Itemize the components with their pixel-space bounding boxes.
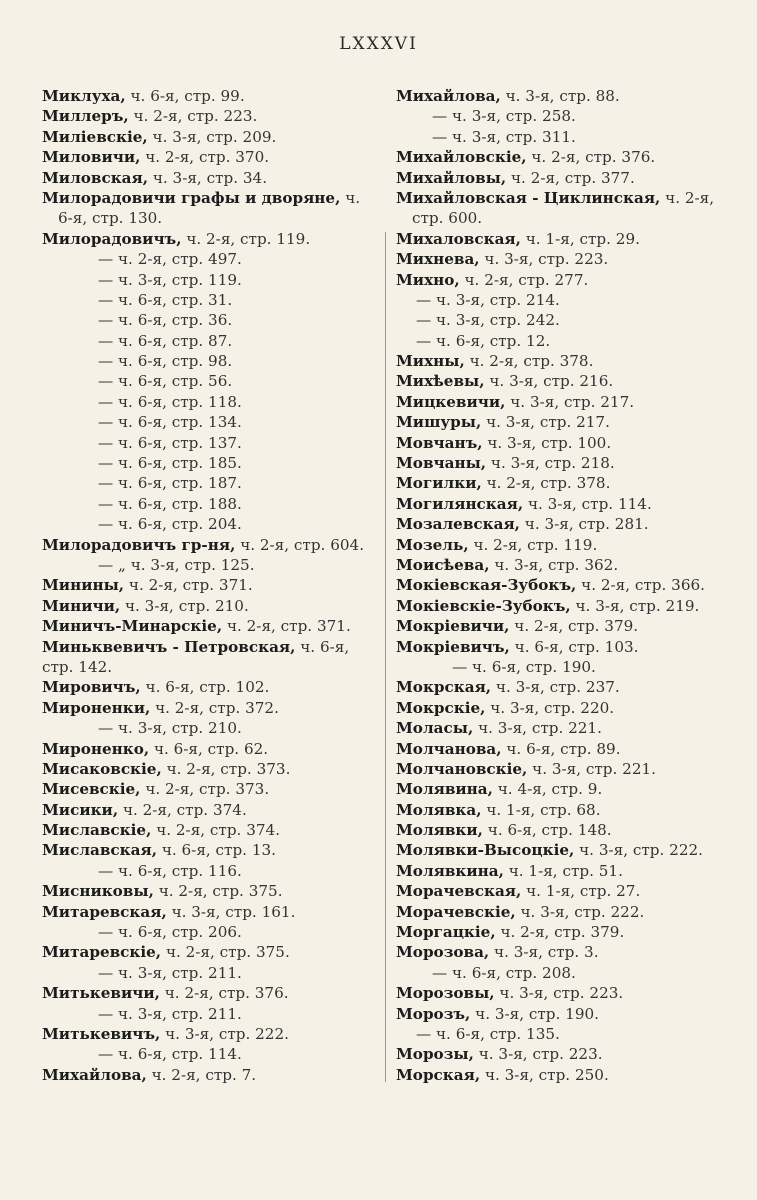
entry-reference: ч. 3-я, стр. 222.: [165, 1024, 289, 1043]
entry-reference: — ч. 3-я, стр. 214.: [416, 290, 560, 309]
index-entry: [396, 412, 726, 432]
entry-reference: ч. 2-я, стр. 372.: [155, 698, 279, 717]
index-column-left: [42, 86, 382, 1085]
index-entry: [42, 820, 382, 840]
index-entry: [42, 371, 382, 391]
index-entry: [42, 983, 382, 1003]
entry-reference: ч. 2-я, стр. 371.: [128, 576, 253, 595]
entry-reference: ч. 3-я, стр. 362.: [494, 555, 619, 574]
entry-reference: ч. 1-я, стр. 29.: [525, 229, 640, 248]
entry-reference: — ч. 6-я, стр. 114.: [98, 1045, 242, 1064]
entry-reference: ч. 6-я,: [300, 637, 350, 656]
index-entry: [42, 473, 382, 493]
entry-reference: ч. 1-я, стр. 27.: [526, 882, 641, 901]
index-entry: [396, 820, 726, 840]
index-entry: [42, 922, 382, 942]
entry-reference: — ч. 3-я, стр. 211.: [98, 963, 242, 982]
entry-name: Мокіевскіе-Зубокъ,: [396, 596, 571, 615]
index-entry: [42, 1024, 382, 1044]
entry-reference: ч. 2-я, стр. 377.: [510, 168, 635, 187]
entry-name: Мокрскіе,: [396, 698, 486, 717]
entry-reference: ч. 2-я, стр. 378.: [486, 474, 611, 493]
entry-reference: — ч. 6-я, стр. 116.: [98, 861, 242, 880]
index-entry: [396, 331, 726, 351]
entry-reference: — ч. 6-я, стр. 206.: [98, 923, 242, 942]
index-entry: [42, 433, 382, 453]
entry-name: Мироненко,: [42, 739, 150, 758]
entry-name: Мисаковскіе,: [42, 759, 162, 778]
entry-name: Михно,: [396, 270, 460, 289]
entry-name: Михнева,: [396, 250, 480, 269]
entry-reference: ч. 3-я, стр. 209.: [152, 127, 277, 146]
index-entry: [42, 208, 382, 228]
index-entry: [396, 1065, 726, 1085]
index-entry: [42, 555, 382, 575]
index-entry: [42, 188, 382, 208]
entry-reference: ч. 1-я, стр. 68.: [486, 800, 601, 819]
entry-reference: — ч. 6-я, стр. 190.: [452, 657, 596, 676]
index-entry: [396, 779, 726, 799]
entry-reference: ч.: [345, 188, 361, 207]
entry-reference: ч. 3-я, стр. 218.: [490, 454, 615, 473]
index-entry: [396, 1004, 726, 1024]
index-entry: [396, 942, 726, 962]
index-entry: [396, 657, 726, 677]
entry-name: Миничъ-Минарскіе,: [42, 617, 223, 636]
index-entry: [396, 229, 726, 249]
entry-reference: — ч. 6-я, стр. 31.: [98, 290, 233, 309]
entry-reference: ч. 2-я, стр. 371.: [226, 617, 351, 636]
entry-reference: ч. 2-я, стр. 119.: [186, 229, 311, 248]
entry-name: Милорадовичъ,: [42, 229, 182, 248]
entry-name: Мокріевичи,: [396, 617, 510, 636]
entry-reference: ч. 3-я, стр. 223.: [499, 984, 624, 1003]
index-entry: [42, 351, 382, 371]
entry-name: Мисики,: [42, 800, 119, 819]
entry-reference: ч. 3-я, стр. 222.: [520, 902, 645, 921]
entry-reference: ч. 3-я, стр. 221.: [478, 719, 602, 738]
page-number-header: LXXXVI: [339, 34, 418, 54]
index-entry: [396, 677, 726, 697]
index-entry: [396, 1024, 726, 1044]
entry-name: Минины,: [42, 576, 125, 595]
entry-name: Миньквевичъ - Петровская,: [42, 637, 296, 656]
entry-reference: — ч. 6-я, стр. 98.: [98, 352, 233, 371]
entry-reference: ч. 3-я, стр. 223.: [478, 1045, 603, 1064]
entry-name: Морозова,: [396, 943, 490, 962]
entry-reference: ч. 2-я,: [665, 188, 715, 207]
entry-name: Милорадовичъ гр-ня,: [42, 535, 236, 554]
index-entry: [396, 188, 726, 208]
index-entry: [396, 881, 726, 901]
entry-reference: ч. 3-я, стр. 223.: [484, 250, 609, 269]
entry-reference: ч. 3-я, стр. 161.: [171, 902, 296, 921]
index-entry: [396, 86, 726, 106]
entry-name: Митькевичъ,: [42, 1024, 161, 1043]
entry-reference: ч. 2-я, стр. 366.: [581, 576, 705, 595]
entry-reference: — ч. 6-я, стр. 56.: [98, 372, 233, 391]
entry-name: Миславская,: [42, 841, 157, 860]
entry-name: Мокріевичъ,: [396, 637, 510, 656]
index-entry: [42, 106, 382, 126]
entry-name: Мишуры,: [396, 413, 482, 432]
entry-name: Мироненки,: [42, 698, 151, 717]
index-entry: [42, 310, 382, 330]
entry-name: Миклуха,: [42, 87, 126, 105]
index-entry: [42, 1065, 382, 1085]
index-entry: [42, 331, 382, 351]
entry-name: Морозъ,: [396, 1004, 471, 1023]
entry-name: Мовчаны,: [396, 454, 487, 473]
entry-reference: — ч. 6-я, стр. 134.: [98, 413, 242, 432]
index-entry: [42, 596, 382, 616]
entry-name: Мокіевская-Зубокъ,: [396, 576, 577, 595]
index-entry: [42, 616, 382, 636]
index-entry: [42, 698, 382, 718]
entry-name: Мировичъ,: [42, 678, 141, 697]
entry-reference: — ч. 6-я, стр. 204.: [98, 515, 242, 534]
entry-reference: ч. 2-я, стр. 119.: [473, 535, 598, 554]
entry-reference: ч. 3-я, стр. 237.: [495, 678, 620, 697]
entry-reference: ч. 4-я, стр. 9.: [497, 780, 603, 799]
entry-name: Моисѣева,: [396, 555, 490, 574]
entry-reference: — ч. 3-я, стр. 311.: [432, 127, 576, 146]
entry-reference: ч. 6-я, стр. 102.: [145, 678, 270, 697]
entry-reference: ч. 6-я, стр. 99.: [130, 87, 245, 105]
index-entry: [396, 371, 726, 391]
entry-reference: ч. 3-я, стр. 250.: [484, 1065, 609, 1084]
entry-reference: — ч. 3-я, стр. 210.: [98, 719, 242, 738]
index-entry: [42, 677, 382, 697]
entry-reference: — ч. 3-я, стр. 119.: [98, 270, 242, 289]
entry-reference: ч. 3-я, стр. 217.: [486, 413, 610, 432]
index-entry: [396, 861, 726, 881]
index-entry: [42, 718, 382, 738]
entry-reference: ч. 3-я, стр. 222.: [579, 841, 703, 860]
index-entry: [42, 392, 382, 412]
entry-reference: — ч. 2-я, стр. 497.: [98, 250, 242, 269]
entry-name: Моргацкіе,: [396, 923, 496, 942]
entry-name: Митаревская,: [42, 902, 167, 921]
index-entry: [396, 800, 726, 820]
entry-name: Миловская,: [42, 168, 149, 187]
entry-name: Михайлова,: [42, 1065, 147, 1084]
entry-name: Михны,: [396, 352, 465, 371]
entry-reference: — ч. 6-я, стр. 185.: [98, 454, 242, 473]
index-entry: [42, 127, 382, 147]
index-entry: [396, 759, 726, 779]
entry-reference: ч. 3-я, стр. 281.: [524, 515, 649, 534]
index-entry: [42, 229, 382, 249]
entry-reference: ч. 6-я, стр. 62.: [153, 739, 269, 758]
index-entry: [42, 1004, 382, 1024]
entry-reference: ч. 3-я, стр. 88.: [505, 87, 620, 105]
entry-name: Михѣевы,: [396, 372, 485, 391]
entry-name: Милорадовичи графы и дворяне,: [42, 188, 341, 207]
entry-name: Мисниковы,: [42, 882, 154, 901]
index-entry: [396, 106, 726, 126]
index-entry: [42, 779, 382, 799]
entry-name: Могилки,: [396, 474, 482, 493]
entry-reference: ч. 3-я, стр. 114.: [527, 494, 652, 513]
entry-reference: ч. 6-я, стр. 103.: [514, 637, 639, 656]
entry-name: Михаловская,: [396, 229, 521, 248]
entry-reference: ч. 3-я, стр. 219.: [575, 596, 700, 615]
index-entry: [42, 514, 382, 534]
entry-reference: — ч. 3-я, стр. 242.: [416, 311, 560, 330]
column-divider: [385, 232, 386, 1082]
entry-name: Молявина,: [396, 780, 493, 799]
index-entry: [396, 575, 726, 595]
entry-name: Мисевскіе,: [42, 780, 141, 799]
index-entry: [396, 270, 726, 290]
entry-name: Молявкина,: [396, 861, 504, 880]
entry-name: Миславскіе,: [42, 821, 152, 840]
entry-name: Михайловы,: [396, 168, 507, 187]
index-entry: [396, 168, 726, 188]
entry-name: Морозовы,: [396, 984, 495, 1003]
entry-reference: ч. 3-я, стр. 217.: [510, 392, 635, 411]
index-entry: [42, 739, 382, 759]
index-entry: [396, 922, 726, 942]
index-entry: [396, 494, 726, 514]
entry-reference: — ч. 6-я, стр. 208.: [432, 963, 576, 982]
entry-reference: ч. 2-я, стр. 604.: [240, 535, 365, 554]
index-entry: [42, 575, 382, 595]
index-entry: [42, 270, 382, 290]
entry-reference: ч. 2-я, стр. 379.: [500, 923, 625, 942]
entry-reference: ч. 3-я, стр. 100.: [487, 433, 612, 452]
entry-name: Моласы,: [396, 719, 474, 738]
entry-name: Морская,: [396, 1065, 481, 1084]
index-entry: [42, 249, 382, 269]
entry-name: Мицкевичи,: [396, 392, 506, 411]
index-entry: [42, 535, 382, 555]
entry-reference: ч. 2-я, стр. 370.: [145, 148, 270, 167]
entry-reference: ч. 2-я, стр. 7.: [151, 1065, 257, 1084]
index-entry: [396, 249, 726, 269]
index-entry: [42, 453, 382, 473]
entry-name: Мовчанъ,: [396, 433, 483, 452]
entry-reference: ч. 3-я, стр. 34.: [152, 168, 268, 187]
entry-reference: стр. 600.: [412, 209, 483, 228]
entry-name: Михайлова,: [396, 87, 501, 105]
index-entry: [396, 514, 726, 534]
index-entry: [396, 127, 726, 147]
entry-name: Морачевская,: [396, 882, 522, 901]
index-entry: [396, 963, 726, 983]
entry-name: Миничи,: [42, 596, 121, 615]
entry-reference: ч. 2-я, стр. 373.: [166, 759, 291, 778]
entry-reference: ч. 2-я, стр. 376.: [164, 984, 289, 1003]
index-entry: [396, 596, 726, 616]
entry-reference: ч. 3-я, стр. 220.: [490, 698, 615, 717]
index-entry: [42, 290, 382, 310]
entry-reference: ч. 6-я, стр. 148.: [487, 821, 612, 840]
index-entry: [42, 840, 382, 860]
index-entry: [396, 739, 726, 759]
entry-name: Молчанова,: [396, 739, 502, 758]
index-entry: [396, 147, 726, 167]
entry-name: Михайловская - Циклинская,: [396, 188, 661, 207]
entry-reference: ч. 2-я, стр. 373.: [145, 780, 270, 799]
entry-name: Морачевскіе,: [396, 902, 516, 921]
index-entry: [396, 351, 726, 371]
entry-reference: ч. 2-я, стр. 374.: [122, 800, 247, 819]
entry-reference: ч. 2-я, стр. 376.: [531, 148, 656, 167]
entry-reference: ч. 2-я, стр. 375.: [158, 882, 283, 901]
index-entry: [42, 881, 382, 901]
entry-name: Мокрская,: [396, 678, 492, 697]
index-entry: [396, 310, 726, 330]
entry-reference: ч. 2-я, стр. 379.: [514, 617, 639, 636]
entry-name: Молчановскіе,: [396, 759, 528, 778]
index-entry: [396, 535, 726, 555]
entry-reference: — ч. 6-я, стр. 137.: [98, 433, 242, 452]
index-entry: [42, 902, 382, 922]
index-entry: [42, 861, 382, 881]
index-entry: [396, 698, 726, 718]
entry-reference: — ч. 3-я, стр. 211.: [98, 1004, 242, 1023]
index-entry: [396, 983, 726, 1003]
index-entry: [396, 453, 726, 473]
index-entry: [396, 902, 726, 922]
entry-reference: — ч. 6-я, стр. 188.: [98, 494, 242, 513]
entry-reference: ч. 6-я, стр. 13.: [161, 841, 276, 860]
entry-reference: — ч. 6-я, стр. 12.: [416, 331, 551, 350]
index-entry: [396, 637, 726, 657]
entry-name: Молявки,: [396, 821, 483, 840]
entry-reference: стр. 142.: [42, 657, 113, 676]
index-column-right: [396, 86, 726, 1085]
entry-name: Миліевскіе,: [42, 127, 148, 146]
entry-reference: — ч. 3-я, стр. 258.: [432, 107, 576, 126]
entry-name: Молявка,: [396, 800, 482, 819]
entry-reference: — ч. 6-я, стр. 118.: [98, 392, 242, 411]
index-entry: [396, 1044, 726, 1064]
index-entry: [396, 840, 726, 860]
entry-reference: ч. 3-я, стр. 216.: [489, 372, 614, 391]
entry-name: Могилянская,: [396, 494, 524, 513]
index-entry: [42, 963, 382, 983]
index-entry: [396, 392, 726, 412]
index-entry: [396, 433, 726, 453]
entry-reference: ч. 2-я, стр. 378.: [469, 352, 594, 371]
index-entry: [42, 494, 382, 514]
entry-name: Миллеръ,: [42, 107, 129, 126]
entry-reference: — ч. 6-я, стр. 135.: [416, 1024, 560, 1043]
index-entry: [42, 942, 382, 962]
entry-name: Мозель,: [396, 535, 469, 554]
entry-name: Михайловскіе,: [396, 148, 527, 167]
entry-name: Молявки-Высоцкіе,: [396, 841, 575, 860]
entry-reference: 6-я, стр. 130.: [58, 209, 163, 228]
entry-reference: ч. 3-я, стр. 221.: [532, 759, 657, 778]
entry-reference: — ч. 6-я, стр. 87.: [98, 331, 233, 350]
index-entry: [396, 718, 726, 738]
entry-name: Митькевичи,: [42, 984, 160, 1003]
index-entry: [42, 147, 382, 167]
entry-reference: ч. 2-я, стр. 223.: [133, 107, 258, 126]
entry-reference: ч. 3-я, стр. 190.: [475, 1004, 599, 1023]
index-entry: [42, 800, 382, 820]
index-entry: [42, 412, 382, 432]
index-entry: [396, 473, 726, 493]
entry-name: Митаревскіе,: [42, 943, 162, 962]
index-entry: [42, 759, 382, 779]
index-entry: [396, 555, 726, 575]
entry-name: Мозалевская,: [396, 515, 520, 534]
entry-reference: — ч. 6-я, стр. 187.: [98, 474, 242, 493]
index-entry: [396, 290, 726, 310]
index-entry: [396, 616, 726, 636]
index-entry: [42, 168, 382, 188]
entry-reference: ч. 2-я, стр. 277.: [464, 270, 589, 289]
entry-name: Морозы,: [396, 1045, 474, 1064]
index-entry: [42, 637, 382, 657]
entry-reference: ч. 2-я, стр. 375.: [165, 943, 290, 962]
index-entry: [42, 657, 382, 677]
entry-reference: ч. 3-я, стр. 210.: [124, 596, 249, 615]
entry-reference: — ч. 6-я, стр. 36.: [98, 311, 233, 330]
entry-name: Миловичи,: [42, 148, 141, 167]
index-entry: [42, 1044, 382, 1064]
entry-reference: ч. 3-я, стр. 3.: [494, 943, 599, 962]
index-entry: [42, 86, 382, 106]
entry-reference: ч. 1-я, стр. 51.: [508, 861, 623, 880]
index-entry: [396, 208, 726, 228]
entry-reference: ч. 2-я, стр. 374.: [156, 821, 281, 840]
entry-reference: ч. 6-я, стр. 89.: [506, 739, 621, 758]
entry-reference: — „ ч. 3-я, стр. 125.: [98, 555, 255, 574]
